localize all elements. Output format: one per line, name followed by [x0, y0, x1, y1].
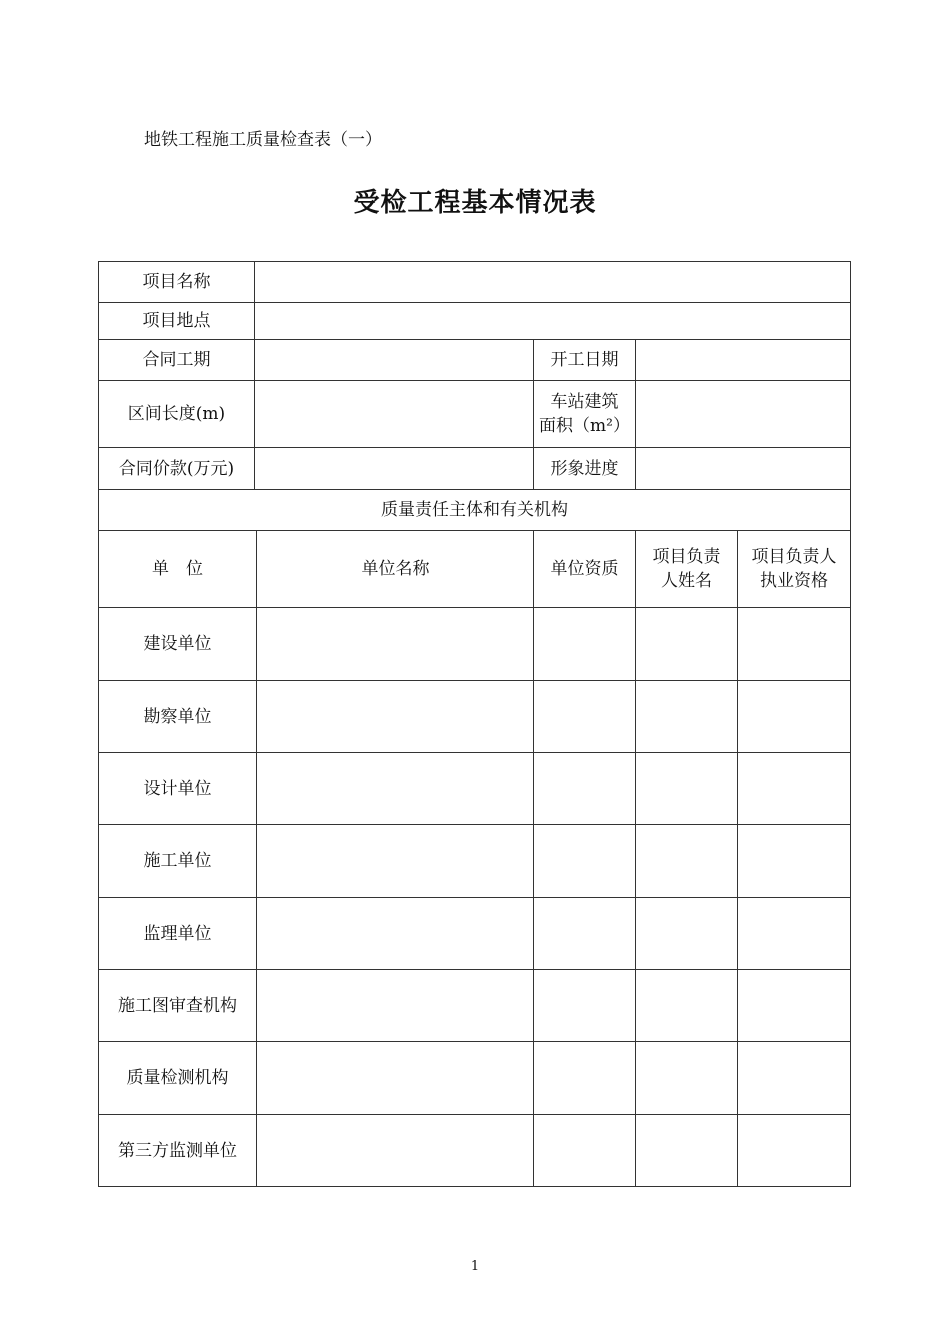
start-date-label: 开工日期 — [550, 350, 619, 370]
project-location-label: 项目地点 — [142, 311, 211, 331]
progress-label: 形象进度 — [550, 458, 619, 479]
row-label-design: 设计单位 — [143, 778, 212, 799]
manager-name-header-line2: 人姓名 — [661, 571, 712, 591]
section-length-label: 区间长度(m) — [127, 404, 226, 424]
row-label-contractor: 施工单位 — [143, 851, 212, 871]
row-label-quality-testing: 质量检测机构 — [126, 1068, 229, 1088]
project-info-table — [98, 261, 851, 1187]
manager-name-header-line1: 项目负责 — [652, 547, 721, 567]
unit-name-header: 单位名称 — [361, 559, 430, 579]
section-title: 质量责任主体和有关机构 — [381, 500, 568, 520]
contract-period-field[interactable] — [255, 339, 534, 381]
page-number: 1 — [470, 1259, 480, 1274]
row-label-construction-owner: 建设单位 — [143, 634, 212, 654]
project-location-field[interactable] — [255, 302, 851, 340]
manager-qualification-header — [737, 530, 851, 608]
row-label-survey: 勘察单位 — [143, 706, 212, 727]
table-rule — [533, 530, 534, 1187]
contract-price-label: 合同价款(万元) — [118, 458, 235, 479]
unit-header: 单 位 — [152, 559, 203, 579]
project-name-field[interactable] — [255, 261, 851, 303]
progress-field[interactable] — [636, 447, 851, 490]
page-title: 受检工程基本情况表 — [353, 188, 597, 218]
table-rule — [635, 530, 636, 1187]
station-area-field[interactable] — [636, 380, 851, 448]
row-label-drawing-review: 施工图审查机构 — [118, 995, 237, 1016]
manager-qualification-header-line1: 项目负责人 — [751, 547, 837, 567]
project-name-label: 项目名称 — [142, 272, 211, 292]
station-area-label-line2: 面积（m²） — [539, 416, 630, 436]
station-area-label-line1: 车站建筑 — [550, 392, 619, 412]
manager-name-header — [635, 530, 738, 608]
row-label-supervision: 监理单位 — [143, 923, 212, 944]
section-length-field[interactable] — [255, 380, 534, 448]
contract-price-field[interactable] — [255, 447, 534, 490]
row-label-third-party-monitoring: 第三方监测单位 — [118, 1140, 237, 1161]
contract-period-label: 合同工期 — [142, 350, 211, 370]
form-subtitle: 地铁工程施工质量检查表（一） — [144, 130, 382, 150]
table-rule — [737, 530, 738, 1187]
manager-qualification-header-line2: 执业资格 — [760, 571, 828, 591]
station-area-label — [533, 380, 636, 448]
start-date-field[interactable] — [636, 339, 851, 381]
qualification-header: 单位资质 — [550, 559, 619, 579]
